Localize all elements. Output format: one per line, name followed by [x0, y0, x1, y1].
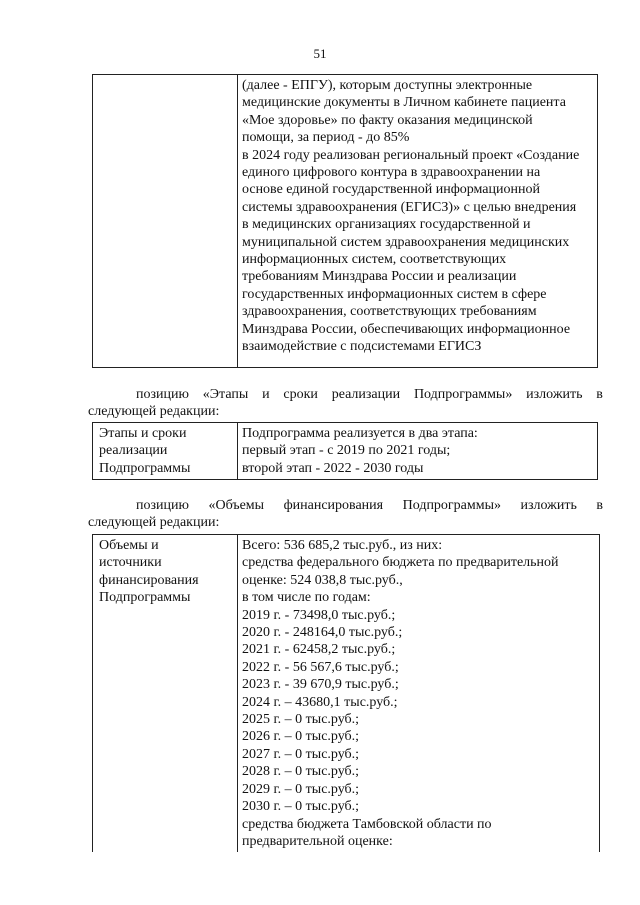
page-number: 51	[313, 46, 327, 61]
text-line: 2022 г. - 56 567,6 тыс.руб.;	[242, 659, 399, 675]
text-line: (далее - ЕПГУ), которым доступны электронные	[242, 78, 533, 93]
stages-table	[92, 422, 598, 480]
word: Подпрограммы»	[413, 387, 513, 402]
table-cell-content	[238, 75, 598, 368]
text-line: медицинские документы в Личном кабинете пациента	[242, 95, 566, 111]
word: финансирования	[283, 498, 384, 513]
continuation-table	[92, 74, 598, 368]
text-line: 2027 г. – 0 тыс.руб.;	[242, 746, 360, 762]
paragraph-first-line	[88, 497, 603, 514]
word: в	[596, 498, 603, 513]
word: реализации	[331, 387, 401, 402]
text-line: 2029 г. – 0 тыс.руб.;	[242, 781, 360, 797]
paragraph-first-line	[88, 386, 603, 403]
text-line: средства бюджета Тамбовской области по	[242, 816, 492, 832]
word: и	[262, 387, 270, 402]
text-line: в медицинских организациях государственной и	[242, 217, 531, 233]
table-row	[93, 535, 600, 853]
text-line: 2023 г. - 39 670,9 тыс.руб.;	[242, 677, 399, 693]
table-cell-label	[93, 535, 238, 853]
text-line: 2026 г. – 0 тыс.руб.;	[242, 729, 360, 745]
paragraph-tail: следующей редакции:	[88, 404, 220, 419]
word: позицию	[136, 387, 189, 402]
text-line: государственных информационных систем в сфере	[242, 286, 547, 302]
text-line: второй этап - 2022 - 2030 годы	[242, 460, 424, 476]
text-line: 2024 г. – 43680,1 тыс.руб.;	[242, 694, 398, 710]
paragraph-tail: следующей редакции:	[88, 515, 220, 530]
text-line: предварительной оценке:	[242, 833, 393, 849]
text-line: в 2024 году реализован региональный проект «Создание	[242, 147, 580, 163]
label-line: реализации	[99, 443, 168, 459]
text-line: 2028 г. – 0 тыс.руб.;	[242, 764, 360, 780]
word: сроки	[283, 387, 318, 402]
word: изложить	[526, 387, 583, 402]
text-line: в том числе по годам:	[242, 590, 371, 606]
text-line: оценке: 524 038,8 тыс.руб.,	[242, 572, 403, 588]
financing-table	[92, 534, 600, 852]
text-line: муниципальной систем здравоохранения медицинских	[242, 234, 570, 250]
label-line: источники	[99, 555, 162, 571]
text-line: основе единой государственной информационной	[242, 182, 540, 198]
paragraph-financing	[88, 497, 603, 531]
text-line: требованиям Минздрава России и реализации	[242, 269, 517, 285]
word: Подпрограммы»	[402, 498, 502, 513]
word: «Объемы	[208, 498, 265, 513]
label-line: Подпрограммы	[99, 460, 191, 476]
text-line: помощи, за период - до 85%	[242, 130, 410, 146]
table-cell-content	[238, 423, 598, 480]
text-line: 2025 г. – 0 тыс.руб.;	[242, 712, 360, 728]
text-line: 2020 г. - 248164,0 тыс.руб.;	[242, 625, 403, 641]
text-line: взаимодействие с подсистемами ЕГИСЗ	[242, 339, 482, 355]
word: в	[596, 387, 603, 402]
table-row	[93, 75, 598, 368]
word: изложить	[520, 498, 577, 513]
text-line: средства федерального бюджета по предварительной	[242, 555, 559, 571]
text-line: 2021 г. - 62458,2 тыс.руб.;	[242, 642, 396, 658]
text-line: первый этап - с 2019 по 2021 годы;	[242, 443, 451, 459]
text-line: Подпрограмма реализуется в два этапа:	[242, 426, 478, 441]
label-line: Этапы и сроки	[99, 426, 187, 441]
table-cell-label	[93, 423, 238, 480]
label-line: финансирования	[99, 572, 199, 588]
text-line: единого цифрового контура в здравоохранении на	[242, 165, 541, 181]
paragraph-stages	[88, 386, 603, 420]
text-line: информационных систем, соответствующих	[242, 252, 507, 268]
word: позицию	[136, 498, 189, 513]
label-line: Объемы и	[99, 538, 159, 553]
table-cell-label	[93, 75, 238, 368]
text-line: Минздрава России, обеспечивающих информационное	[242, 321, 571, 337]
word: «Этапы	[202, 387, 249, 402]
table-row	[93, 423, 598, 480]
text-line: здравоохранения, соответствующих требованиям	[242, 304, 537, 320]
text-line: системы здравоохранения (ЕГИСЗ)» с целью внедрения	[242, 199, 577, 215]
text-line: 2030 г. – 0 тыс.руб.;	[242, 799, 360, 815]
text-line: 2019 г. - 73498,0 тыс.руб.;	[242, 607, 396, 623]
label-line: Подпрограммы	[99, 590, 191, 606]
table-cell-content	[238, 535, 600, 853]
text-line: Всего: 536 685,2 тыс.руб., из них:	[242, 538, 443, 553]
text-line: «Мое здоровье» по факту оказания медицинской	[242, 112, 533, 128]
